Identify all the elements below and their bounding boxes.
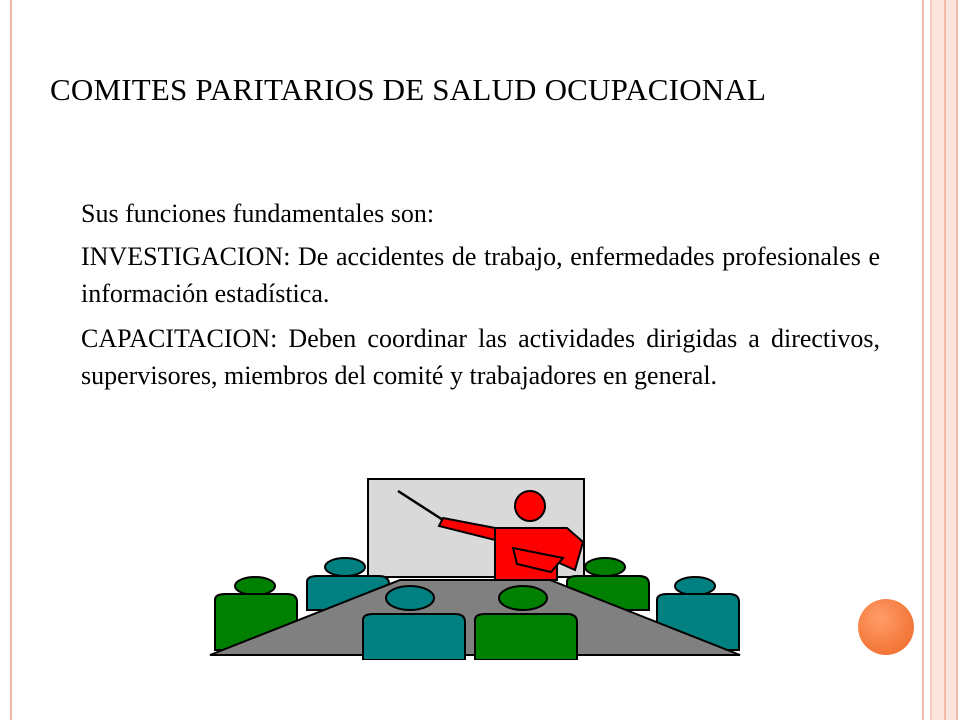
classroom-presentation-icon <box>205 470 745 660</box>
slide-title: COMITES PARITARIOS DE SALUD OCUPACIONAL <box>50 72 767 107</box>
orange-circle-decoration <box>858 599 914 655</box>
bullet-investigacion: INVESTIGACION: De accidentes de trabajo, enfermedades profesionales e información estadística. <box>81 242 880 308</box>
slide-body <box>81 195 880 402</box>
slide-frame-right <box>918 0 960 720</box>
slide-frame-left <box>10 0 12 720</box>
intro-text: Sus funciones fundamentales son: <box>81 199 435 228</box>
bullet-capacitacion: CAPACITACION: Deben coordinar las actividades dirigidas a directivos, supervisores, miembros del comité y trabajadores en general. <box>81 324 880 390</box>
